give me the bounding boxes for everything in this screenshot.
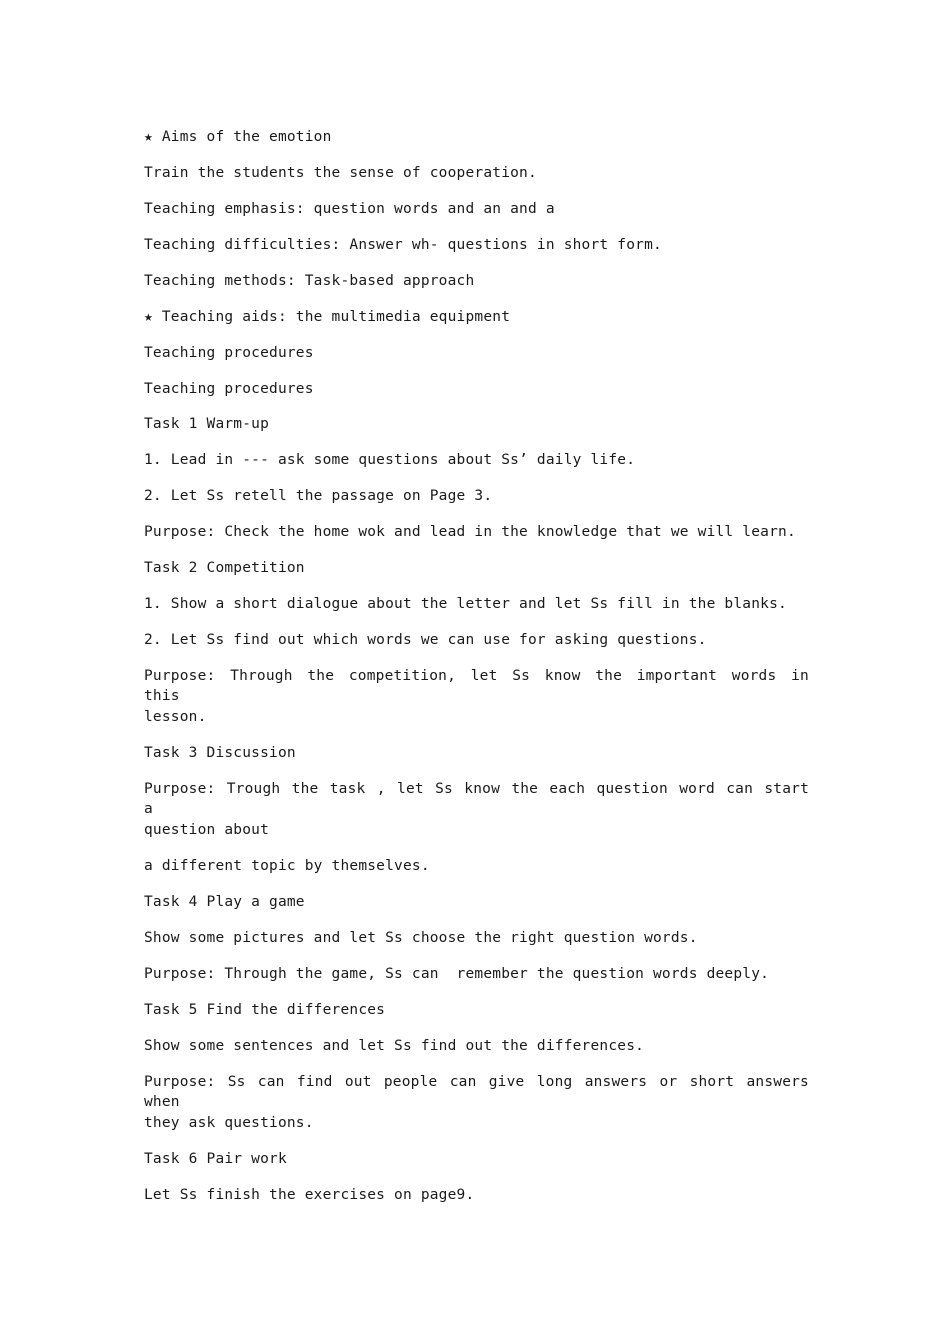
task-heading: Task 5 Find the differences bbox=[144, 1002, 386, 1018]
teaching-aids-heading: ★ Teaching aids: the multimedia equipment bbox=[144, 309, 511, 325]
task-heading: Task 6 Pair work bbox=[144, 1151, 287, 1167]
text-line: Purpose: Ss can find out people can give long answers or short answers when bbox=[144, 1074, 809, 1110]
task-heading: Task 4 Play a game bbox=[144, 894, 305, 910]
text-line: Purpose: Through the game, Ss can remember the question words deeply. bbox=[144, 966, 770, 982]
section-heading: Teaching procedures bbox=[144, 381, 314, 397]
section-heading: Teaching procedures bbox=[144, 345, 314, 361]
text-line: Show some pictures and let Ss choose the right question words. bbox=[144, 930, 698, 946]
text-line: lesson. bbox=[144, 709, 207, 725]
task-heading: Task 3 Discussion bbox=[144, 745, 296, 761]
text-line: Purpose: Through the competition, let Ss know the important words in this bbox=[144, 668, 809, 704]
text-line: 2. Let Ss retell the passage on Page 3. bbox=[144, 488, 493, 504]
text-line: question about bbox=[144, 822, 270, 838]
text-line: 1. Lead in --- ask some questions about Ss’ daily life. bbox=[144, 452, 636, 468]
text-line: Teaching methods: Task-based approach bbox=[144, 273, 475, 289]
text-line: Let Ss finish the exercises on page9. bbox=[144, 1187, 475, 1203]
aims-of-emotion-heading: ★ Aims of the emotion bbox=[144, 129, 332, 145]
text-line: 1. Show a short dialogue about the letter and let Ss fill in the blanks. bbox=[144, 596, 787, 612]
text-line: 2. Let Ss find out which words we can use for asking questions. bbox=[144, 632, 707, 648]
text-line: a different topic by themselves. bbox=[144, 858, 430, 874]
text-line: Teaching emphasis: question words and an and a bbox=[144, 201, 555, 217]
text-line: they ask questions. bbox=[144, 1115, 314, 1131]
text-line: Teaching difficulties: Answer wh- questions in short form. bbox=[144, 237, 662, 253]
text-line: Purpose: Trough the task , let Ss know the each question word can start a bbox=[144, 781, 809, 817]
text-line: Train the students the sense of cooperation. bbox=[144, 165, 537, 181]
task-heading: Task 2 Competition bbox=[144, 560, 305, 576]
text-line: Show some sentences and let Ss find out the differences. bbox=[144, 1038, 645, 1054]
text-line: Purpose: Check the home wok and lead in the knowledge that we will learn. bbox=[144, 524, 796, 540]
task-heading: Task 1 Warm-up bbox=[144, 416, 270, 432]
